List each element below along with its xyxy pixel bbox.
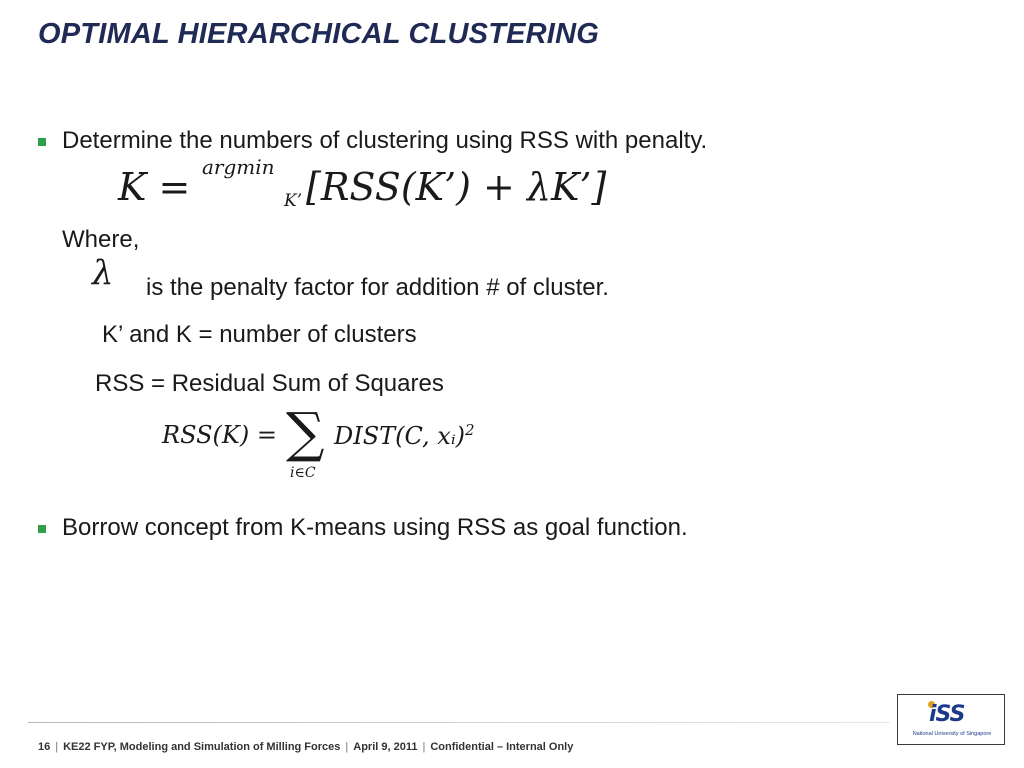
rss-equation <box>162 401 502 485</box>
footer-separator: | <box>345 741 349 753</box>
argmin-label: argmin <box>202 155 275 179</box>
rss-equation-lhs: RSS(K) = <box>162 421 277 449</box>
bullet-text: Determine the numbers of clustering using RSS with penalty. <box>62 127 708 154</box>
square-bullet-icon <box>38 525 46 533</box>
footer-divider <box>28 722 890 723</box>
equation-lhs: K = <box>118 165 191 209</box>
bullet-item <box>38 514 688 542</box>
footer-separator: | <box>422 741 426 753</box>
equation-body: [RSS(K’) + λK’] <box>306 165 607 209</box>
exponent: 2 <box>465 421 475 439</box>
logo-wordmark: iSS <box>929 702 965 727</box>
footer <box>38 741 573 753</box>
page-number: 16 <box>38 741 51 753</box>
rss-description: RSS = Residual Sum of Squares <box>95 370 444 397</box>
summation-symbol: ∑ <box>286 401 325 464</box>
footer-project: KE22 FYP, Modeling and Simulation of Milling Forces <box>63 741 341 753</box>
bullet-text: Borrow concept from K-means using RSS as goal function. <box>62 514 688 541</box>
footer-separator: | <box>55 741 59 753</box>
logo-subtitle: National University of Singapore <box>912 731 992 737</box>
lambda-symbol: λ <box>92 253 114 293</box>
lambda-description: is the penalty factor for addition # of cluster. <box>146 274 609 301</box>
rss-equation-rhs <box>334 421 475 450</box>
bullet-item <box>38 127 707 155</box>
dist-term: DIST(C, xᵢ) <box>334 422 466 450</box>
k-description: K’ and K = number of clusters <box>102 321 417 348</box>
page-title: OPTIMAL HIERARCHICAL CLUSTERING <box>38 18 599 50</box>
footer-date: April 9, 2011 <box>353 741 418 753</box>
where-label: Where, <box>62 226 140 253</box>
footer-confidentiality: Confidential – Internal Only <box>430 741 574 753</box>
argmin-subscript: K’ <box>284 191 303 211</box>
iss-logo <box>897 694 1005 745</box>
square-bullet-icon <box>38 138 46 146</box>
summation-subscript: i∈C <box>290 465 316 481</box>
